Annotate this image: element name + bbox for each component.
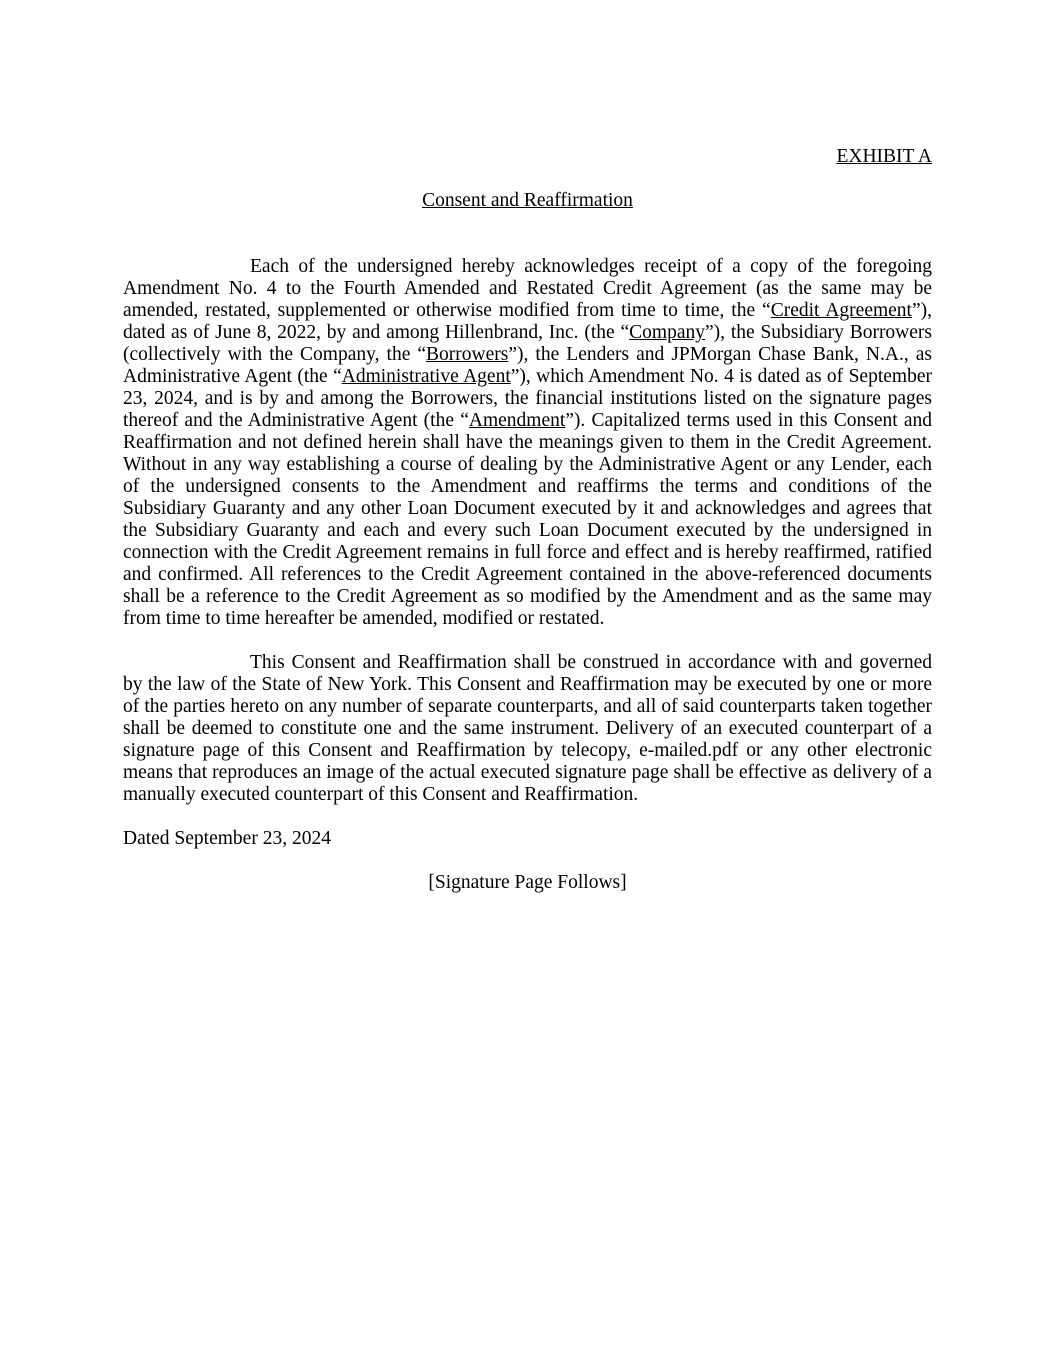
page-title [123,190,932,212]
exhibit-label [123,146,932,168]
defined-term: Administrative Agent [341,366,511,387]
paragraph-text: ”), the Subsidiary Borrowers (collectively with the Company, the “ [123,322,933,365]
defined-term: Borrowers [426,344,509,365]
paragraph-text: ”). Capitalized terms used in this Consent and Reaffirmation and not defined herein shall have the meanings given to them in the Credit Agreement. Without in any way establishing a course of dealing by the Administrative Agent or any Lender, each of the undersigned consents to the Amendment and reaffirms the terms and conditions of the Subsidiary Guaranty and any other Loan Document executed by it and acknowledges and agrees that the Subsidiary Guaranty and each and every such Loan Document executed by the undersigned in connection with the Credit Agreement remains in full force and effect and is hereby reaffirmed, ratified and confirmed. All references to the Credit Agreement contained in the above-referenced documents shall be a reference to the Credit Agreement as so modified by the Amendment and as the same may from time to time hereafter be amended, modified or restated. [123,410,932,629]
page-title-text: Consent and Reaffirmation [422,190,633,211]
defined-term: Company [629,322,705,343]
paragraph-text: ”), the Lenders and JPMorgan Chase Bank, N.A., as Administrative Agent (the “ [123,344,933,387]
defined-term: Credit Agreement [770,300,912,321]
paragraph-text: This Consent and Reaffirmation shall be construed in accordance with and governed by the law of the State of New York. This Consent and Reaffirmation may be executed by one or more of the parties hereto on any number of separate counterparts, and all of said counterparts taken together shall be deemed to constitute one and the same instrument. Delivery of an executed counterpart of a signature page of this Consent and Reaffirmation by telecopy, e-mailed.pdf or any other electronic means that reproduces an image of the actual executed signature page shall be effective as delivery of a manually executed counterpart of this Consent and Reaffirmation. [123,652,932,805]
exhibit-label-text: EXHIBIT A [836,146,932,167]
paragraph-text: Each of the undersigned hereby acknowledges receipt of a copy of the foregoing Amendment No. 4 to the Fourth Amended and Restated Credit Agreement (as the same may be amended, restated, supplemented or otherwise modified from time to time, the “ [123,256,932,321]
signature-page-note: [Signature Page Follows] [428,872,627,893]
body-paragraph [123,256,932,630]
paragraph-text: ”), dated as of June 8, 2022, by and among Hillenbrand, Inc. (the “ [123,300,932,343]
dated-line: Dated September 23, 2024 [123,828,331,849]
paragraph-text: ”), which Amendment No. 4 is dated as of September 23, 2024, and is by and among the Borrowers, the financial institutions listed on the signature pages thereof and the Administrative Agent (the “ [123,366,932,431]
body-paragraph [123,652,932,806]
document-content [123,146,932,894]
defined-term: Amendment [468,410,566,431]
